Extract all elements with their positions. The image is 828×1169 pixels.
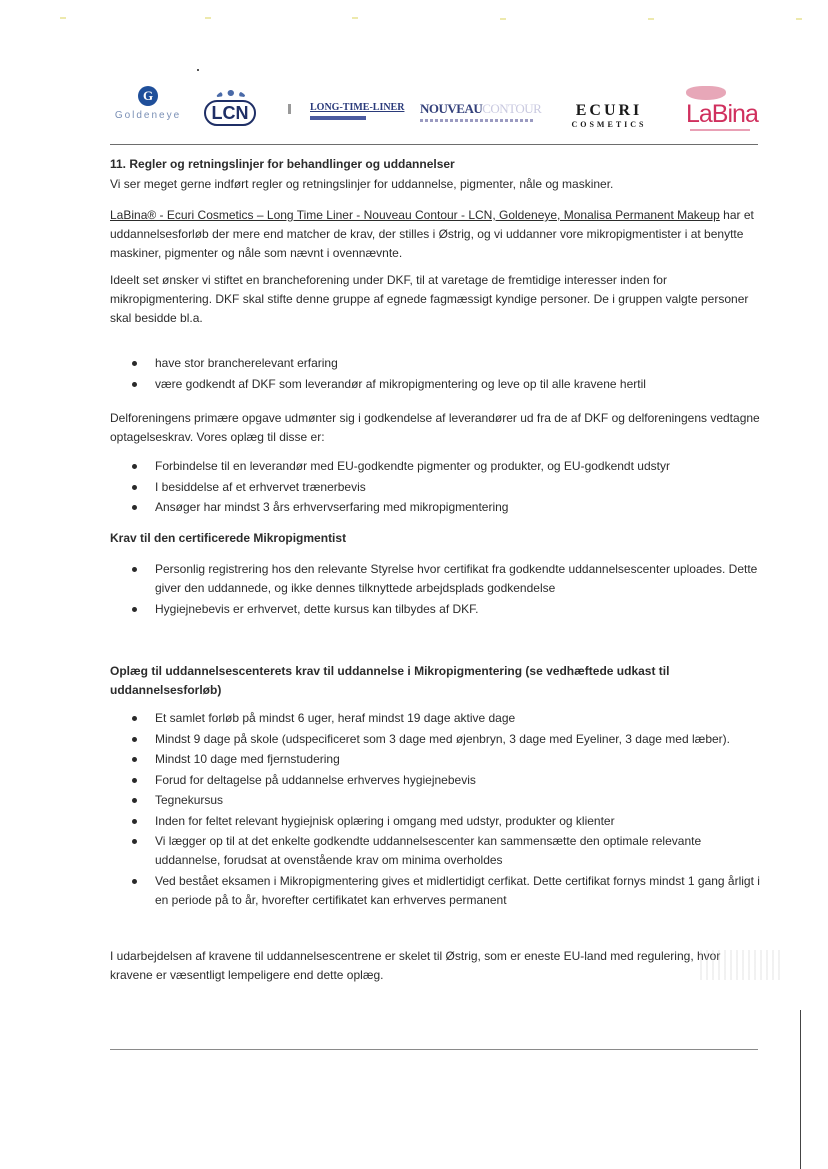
requirements-list-members: [110, 354, 760, 395]
list-item: Et samlet forløb på mindst 6 uger, heraf mindst 19 dage aktive dage: [110, 709, 760, 728]
subheading-certified: Krav til den certificerede Mikropigmentist: [110, 531, 347, 545]
section-intro: Vi ser meget gerne indført regler og retningslinjer for uddannelse, pigmenter, nåle og maskiner.: [110, 177, 614, 191]
paragraph-austria: I udarbejdelsen af kravene til uddannelsescentrene er skelet til Østrig, som er eneste EU-land med regulering, hvor kravene er væsentligt lempeligere end dette oplæg.: [110, 949, 721, 982]
paragraph-association: Ideelt set ønsker vi stiftet en brancheforening under DKF, til at varetage de fremtidige interesser inden for mikropigmentering. DKF skal stifte denne gruppe af egnede fagmæssigt kyndige personer. De i gruppen valgte personer skal besidde bl.a.: [110, 273, 749, 325]
scan-edge: [800, 1010, 801, 1169]
list-item: være godkendt af DKF som leverandør af mikropigmentering og leve op til alle kravene hertil: [110, 375, 760, 394]
list-item: I besiddelse af et erhvervet trænerbevis: [110, 478, 760, 497]
long-time-liner-logo: LONG-TIME-LINER: [288, 86, 400, 132]
scan-noise: [700, 950, 780, 980]
requirements-list-training: [110, 709, 760, 911]
paragraph-brands: LaBina® - Ecuri Cosmetics – Long Time Liner - Nouveau Contour - LCN, Goldeneye, Monalisa Permanent Makeup har et uddannelsesforløb der mere end matcher de krav, der stilles i Østrig, og vi uddanner vore mikropigmentister i at benytte maskiner, pigmenter og nåle som nævnt i ovennævnte.: [110, 208, 754, 260]
list-item: Tegnekursus: [110, 791, 760, 810]
logo-tagline-strip: [420, 119, 534, 122]
scan-speck: [60, 17, 66, 19]
list-item: Personlig registrering hos den relevante Styrelse hvor certifikat fra godkendte uddannelsescenter uploades. Dette giver den uddannede, og ikke dennes tilknyttede arbejdsplads godkendelse: [110, 560, 760, 598]
list-item: Mindst 9 dage på skole (udspecificeret som 3 dage med øjenbryn, 3 dage med Eyeliner, 3 dage med læber).: [110, 730, 760, 749]
paragraph-approval: Delforeningens primære opgave udmønter sig i godkendelse af leverandører ud fra de af DKF og delforeningens vedtagne optagelseskrav. Vores oplæg til disse er:: [110, 411, 760, 444]
header-rule: [110, 144, 758, 145]
list-item: Ansøger har mindst 3 års erhvervserfaring med mikropigmentering: [110, 498, 760, 517]
list-item: Forbindelse til en leverandør med EU-godkendte pigmenter og produkter, og EU-godkendt udstyr: [110, 457, 760, 476]
scan-mark: [197, 69, 199, 71]
logo-underline: [310, 116, 366, 120]
list-item: Ved bestået eksamen i Mikropigmentering gives et midlertidigt cerfikat. Dette certifikat fornys mindst 1 gang årligt i en periode på to år, hvorefter certifikatet kan erhverves permanent: [110, 872, 760, 910]
scan-speck: [500, 18, 506, 20]
scan-speck: [352, 17, 358, 19]
labina-logo: LaBina: [678, 86, 758, 132]
lips-icon: [686, 86, 726, 100]
scan-speck: [205, 17, 211, 19]
list-item: Forud for deltagelse på uddannelse erhverves hygiejnebevis: [110, 771, 760, 790]
goldeneye-logo: G Goldeneye: [114, 88, 182, 121]
requirements-list-suppliers: [110, 457, 760, 519]
logo-underline: [690, 129, 750, 131]
subheading-training-center: Oplæg til uddannelsescenterets krav til uddannelse i Mikropigmentering (se vedhæftede udkast til uddannelsesforløb): [110, 664, 670, 697]
nouveau-contour-logo: NOUVEAUCONTOUR: [420, 86, 540, 132]
brand-logos: [110, 86, 758, 132]
ecuri-cosmetics-logo: ECURI COSMETICS: [571, 102, 647, 129]
logo-mark-icon: [288, 104, 291, 114]
goldeneye-badge-icon: G: [138, 86, 158, 106]
section-heading: 11. Regler og retningslinjer for behandlinger og uddannelser: [110, 157, 455, 171]
requirements-list-certified: [110, 560, 760, 620]
list-item: Vi lægger op til at det enkelte godkendte uddannelsescenter kan sammensætte den optimale relevante uddannelse, forudsat at ovenstående krav om minima overholdes: [110, 832, 760, 870]
scan-speck: [648, 18, 654, 20]
scan-speck: [796, 18, 802, 20]
list-item: Mindst 10 dage med fjernstudering: [110, 750, 760, 769]
brand-list-text: LaBina® - Ecuri Cosmetics – Long Time Liner - Nouveau Contour - LCN, Goldeneye, Monalisa Permanent Makeup: [110, 208, 720, 222]
list-item: have stor brancherelevant erfaring: [110, 354, 760, 373]
list-item: Inden for feltet relevant hygiejnisk oplæring i omgang med udstyr, produkter og klienter: [110, 812, 760, 831]
footer-rule: [110, 1049, 758, 1050]
list-item: Hygiejnebevis er erhvervet, dette kursus kan tilbydes af DKF.: [110, 600, 760, 619]
lcn-logo: LCN: [202, 86, 262, 132]
